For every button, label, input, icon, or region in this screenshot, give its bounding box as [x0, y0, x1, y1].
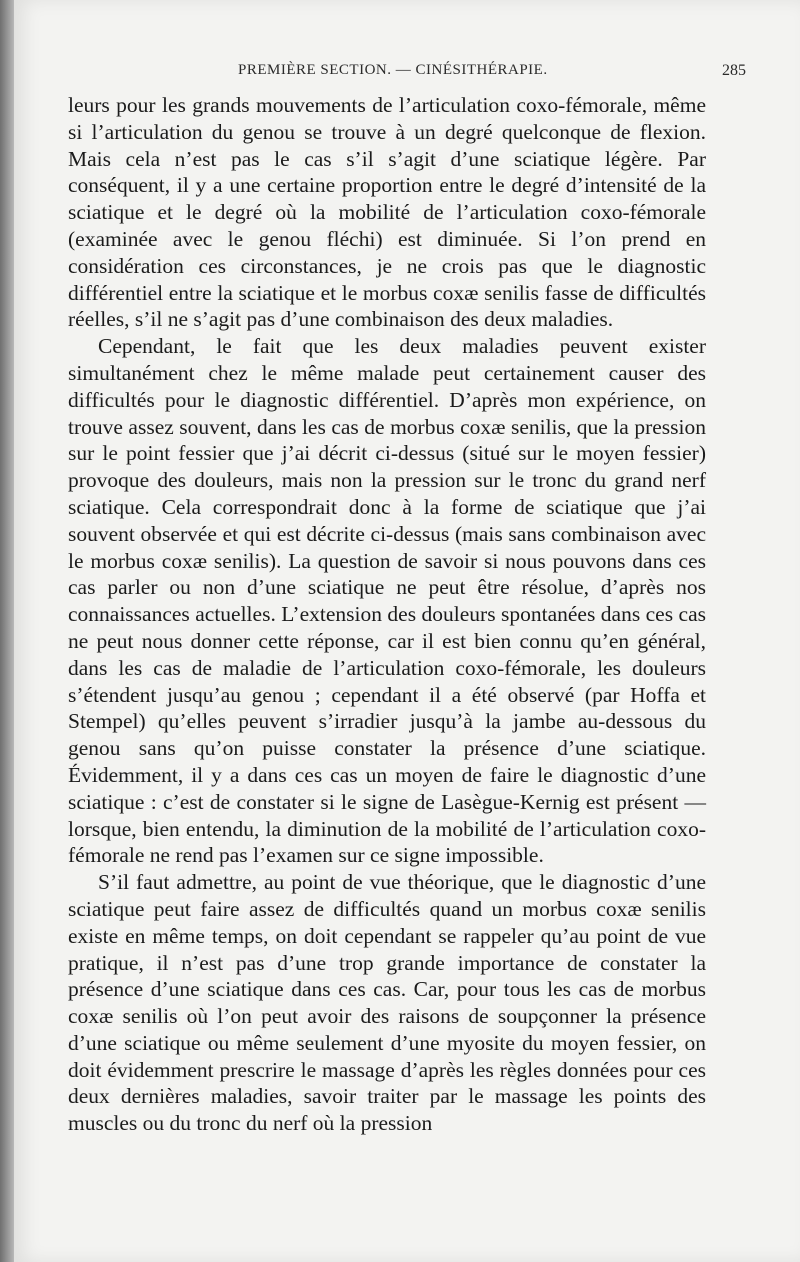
page-gutter-shadow — [0, 0, 14, 1262]
page-number: 285 — [722, 62, 746, 79]
paragraph-2: Cependant, le fait que les deux maladies peuvent exister simultanément chez le même malade peut certainement causer des difficultés pour le diagnostic différentiel. D’après mon expérience, on trouve assez souvent, dans les cas de morbus coxæ senilis, que la pression sur le point fessier que j’ai décrit ci-dessus (situé sur le moyen fessier) provoque des douleurs, mais non la pression sur le tronc du grand nerf sciatique. Cela correspondrait donc à la forme de sciatique que j’ai souvent observée et qui est décrite ci-dessus (mais sans combinaison avec le morbus coxæ senilis). La question de savoir si nous pouvons dans ces cas parler ou non d’une sciatique ne peut être résolue, d’après nos connaissances actuelles. L’extension des douleurs spontanées dans ces cas ne peut nous donner cette réponse, car il est bien connu qu’en général, dans les cas de maladie de l’articulation coxo-fémorale, les douleurs s’étendent jusqu’au genou ; cependant il a été observé (par Hoffa et Stempel) qu’elles peuvent s’irradier jusqu’à la jambe au-dessous du genou sans qu’on puisse constater la présence d’une sciatique. Évidemment, il y a dans ces cas un moyen de faire le diagnostic d’une sciatique : c’est de constater si le signe de Lasègue-Kernig est présent — lorsque, bien entendu, la diminution de la mobilité de l’articulation coxo-fémorale ne rend pas l’examen sur ce signe impossible. — [68, 334, 706, 868]
paragraph-1: leurs pour les grands mouvements de l’articulation coxo-fémorale, même si l’articulation du genou se trouve à un degré quelconque de flexion. Mais cela n’est pas le cas s’il s’agit d’une sciatique légère. Par conséquent, il y a une certaine proportion entre le degré d’intensité de la sciatique et le degré où la mobilité de l’articulation coxo-fémorale (examinée avec le genou fléchi) est diminuée. Si l’on prend en considération ces circonstances, je ne crois pas que le diagnostic différentiel entre la sciatique et le morbus coxæ senilis fasse de difficultés réelles, s’il ne s’agit pas d’une combinaison des deux maladies. — [68, 93, 706, 332]
running-title: PREMIÈRE SECTION. — CINÉSITHÉRAPIE. — [238, 62, 548, 78]
page-header — [78, 62, 746, 86]
body-text — [68, 92, 706, 1137]
paragraph-3: S’il faut admettre, au point de vue théorique, que le diagnostic d’une sciatique peut faire assez de difficultés quand un morbus coxæ senilis existe en même temps, on doit cependant se rappeler qu’au point de vue pratique, il n’est pas d’une trop grande importance de constater la présence d’une sciatique dans ces cas. Car, pour tous les cas de morbus coxæ senilis où l’on peut avoir des raisons de soupçonner la présence d’une sciatique ou même seulement d’une myosite du moyen fessier, on doit évidemment prescrire le massage d’après les règles données pour ces deux dernières maladies, savoir traiter par le massage les points des muscles ou du tronc du nerf où la pression — [68, 870, 706, 1136]
